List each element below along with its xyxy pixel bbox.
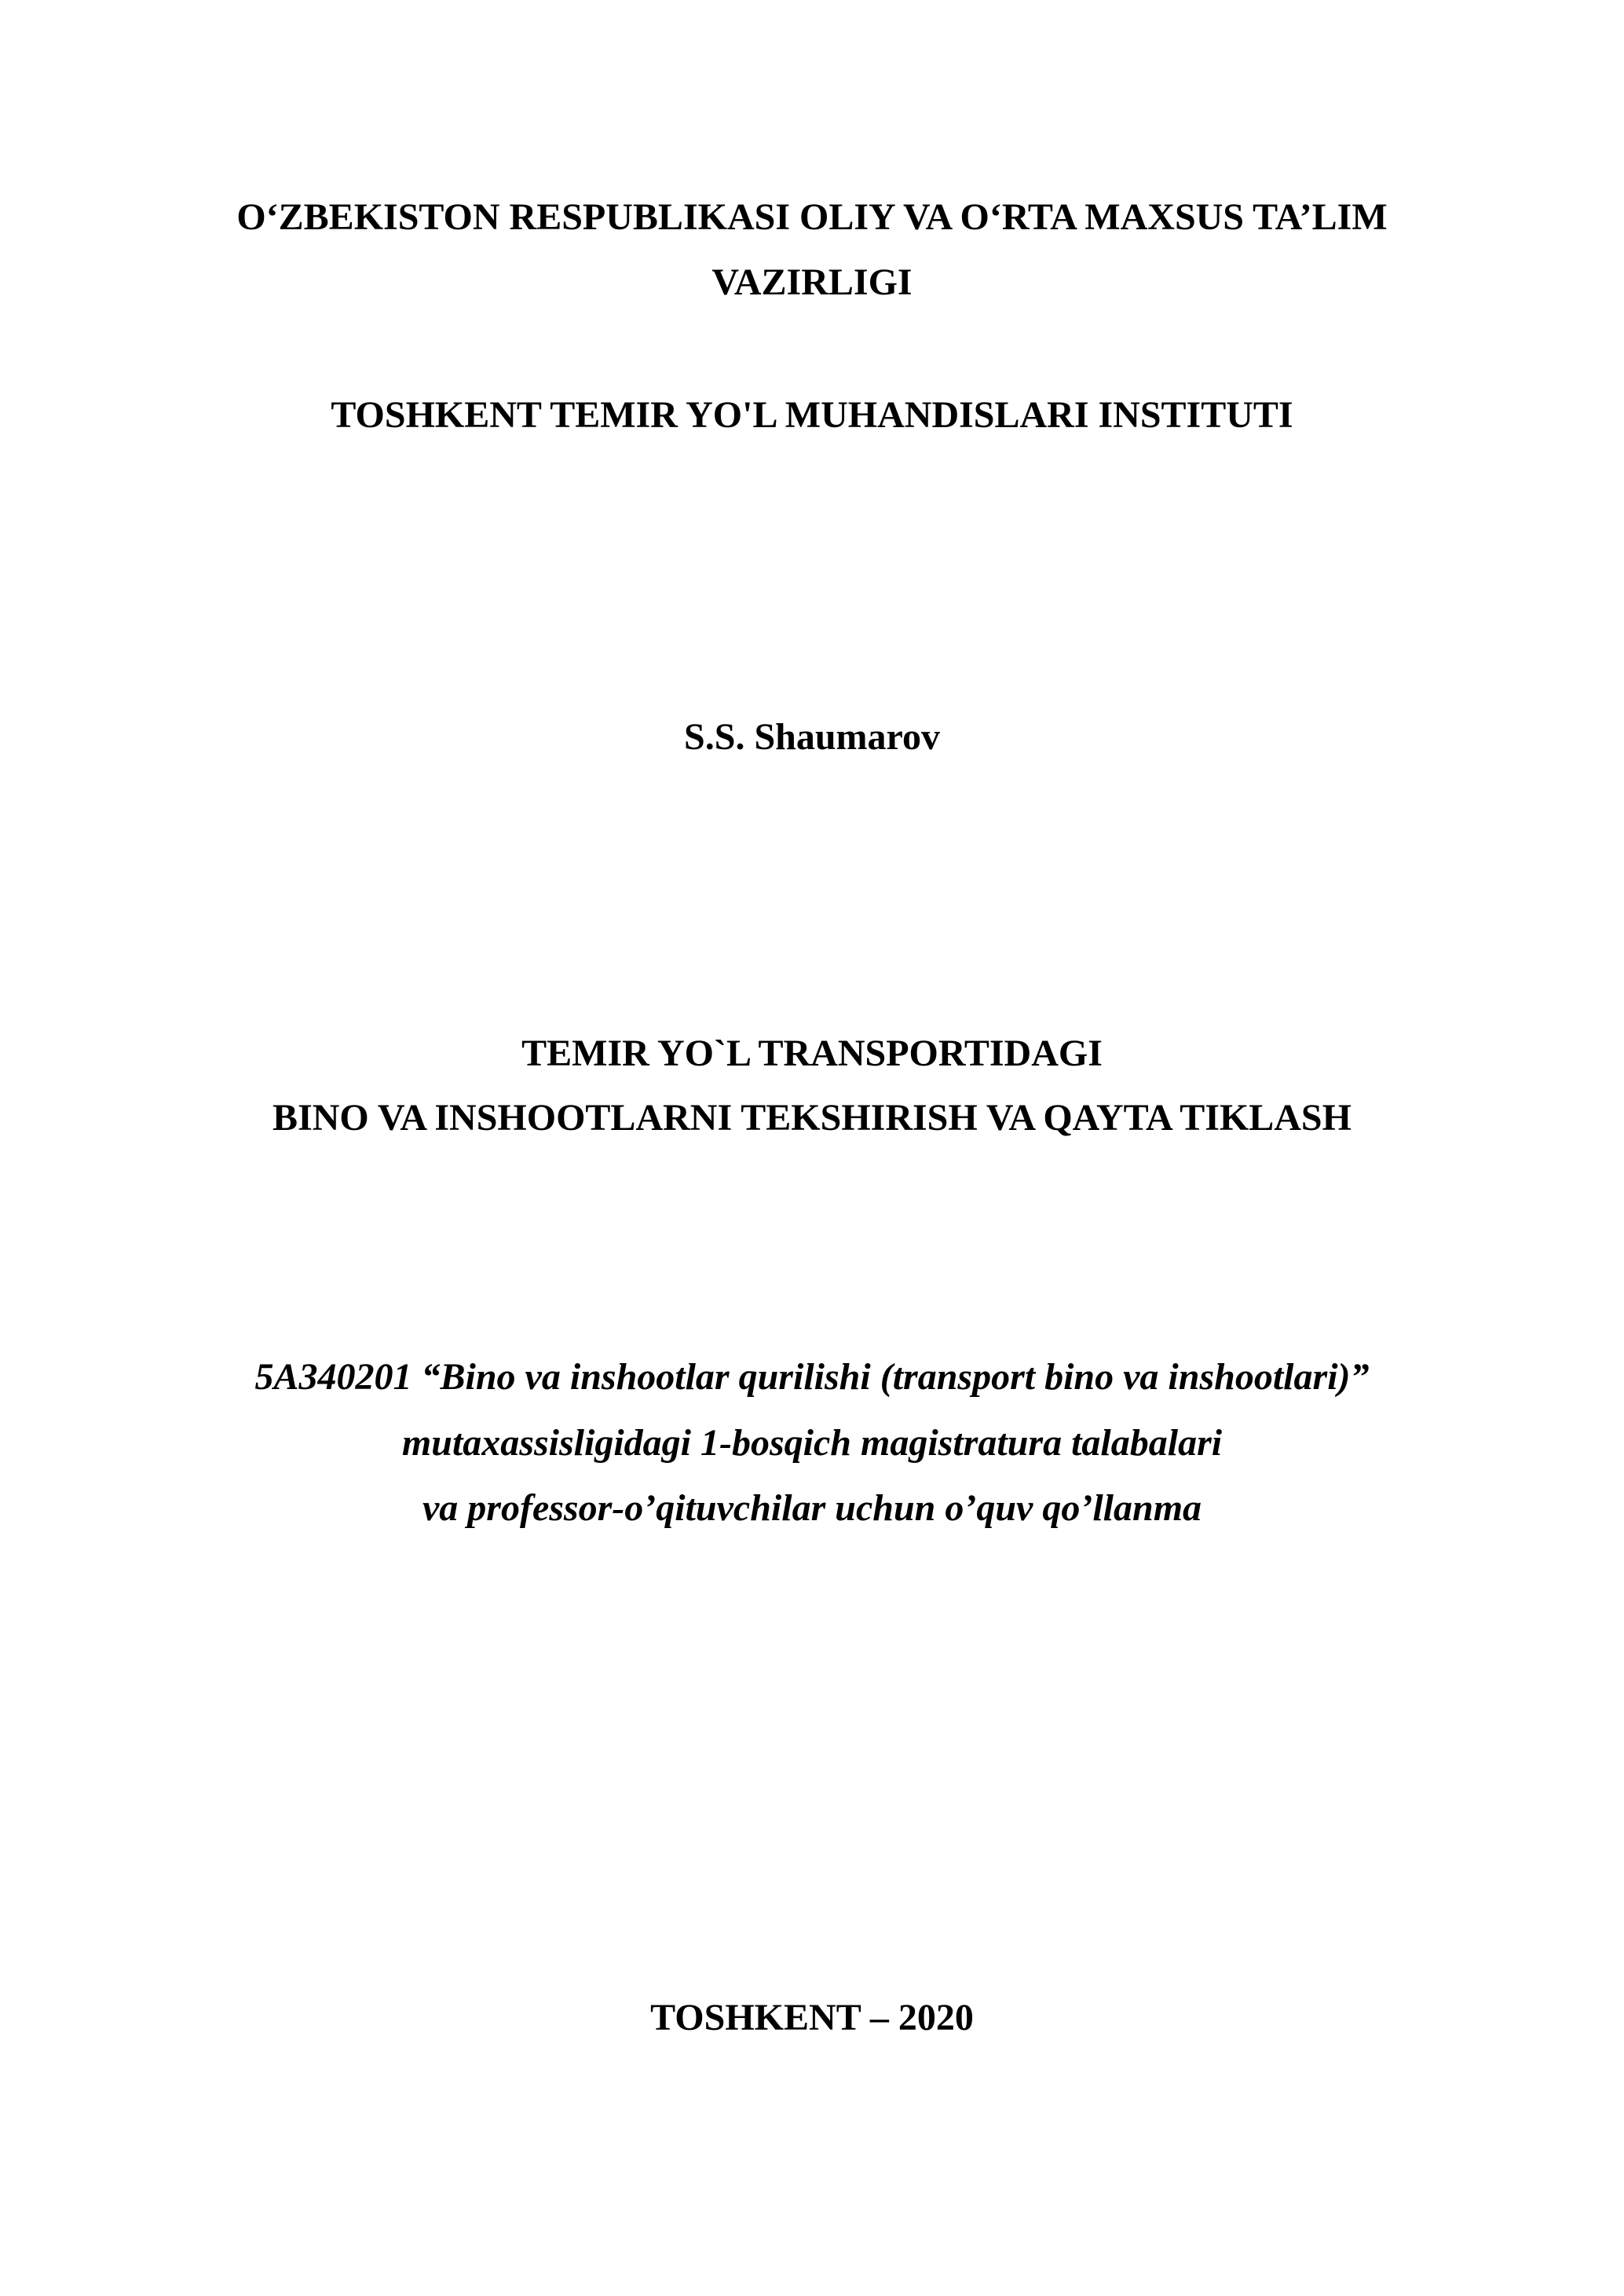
subtitle-line2: mutaxassisligidagi 1-bosqich magistratura talabalari [401,1422,1223,1464]
place-and-year: TOSHKENT – 2020 [650,1997,974,2038]
ministry-name-line2: VAZIRLIGI [711,261,913,303]
document-title-line1: TEMIR YO`L TRANSPORTIDAGI [521,1033,1103,1074]
subtitle-line3: va professor-o’qituvchilar uchun o’quv qo’llanma [422,1487,1202,1529]
institute-name: TOSHKENT TEMIR YO'L MUHANDISLARI INSTITUTI [331,394,1293,436]
ministry-name-line1: O‘ZBEKISTON RESPUBLIKASI OLIY VA O‘RTA MAXSUS TA’LIM [236,196,1388,238]
document-title-line2: BINO VA INSHOOTLARNI TEKSHIRISH VA QAYTA TIKLASH [272,1097,1352,1139]
subtitle-line1: 5A340201 “Bino va inshootlar qurilishi (transport bino va inshootlari)” [254,1356,1370,1398]
author-name: S.S. Shaumarov [684,716,940,758]
